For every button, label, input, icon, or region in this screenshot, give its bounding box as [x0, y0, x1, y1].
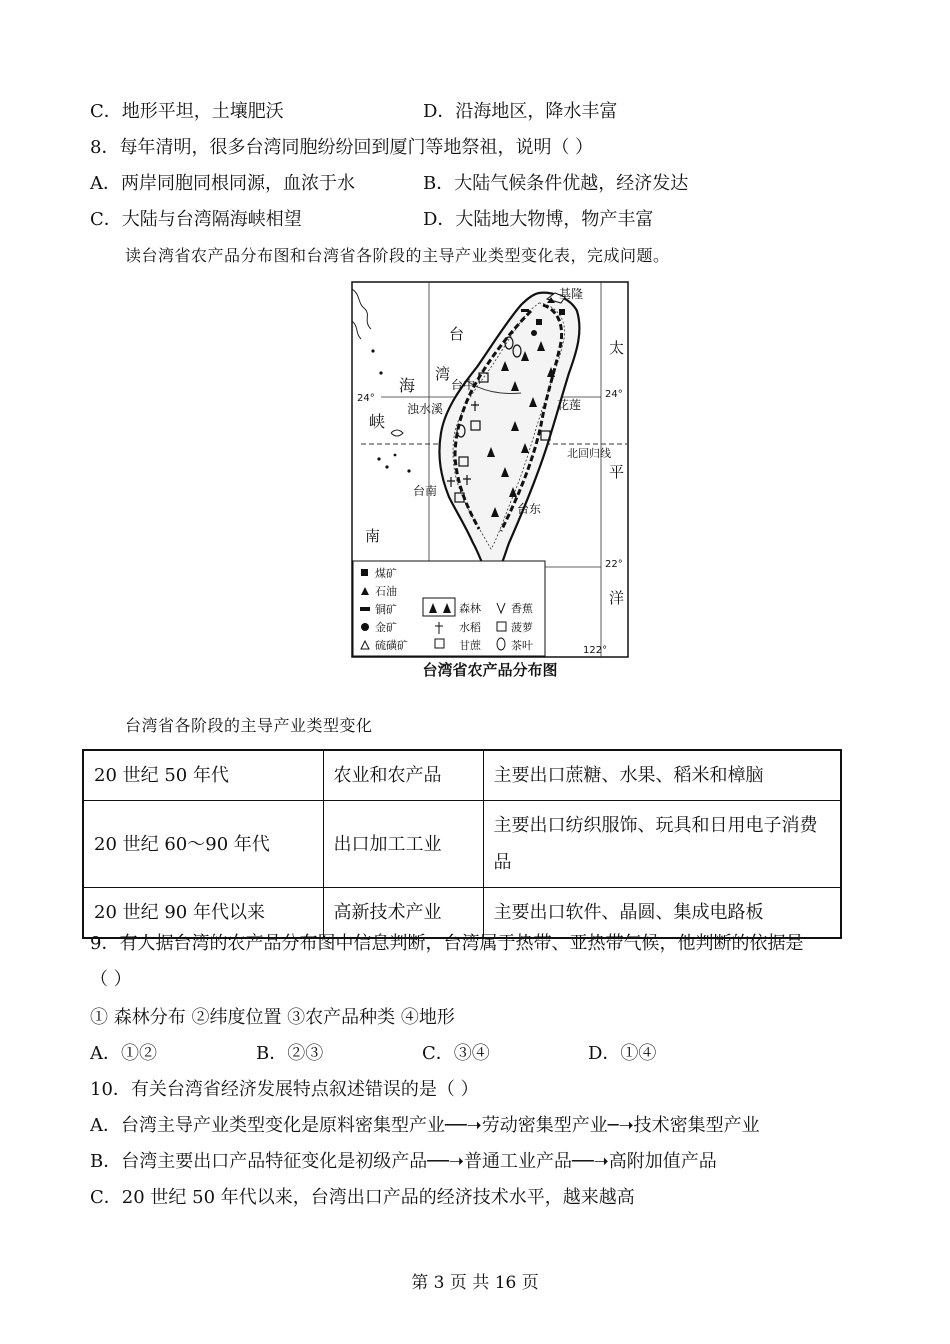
period-cell: 20 世纪 60～90 年代	[83, 801, 323, 888]
exports-cell: 主要出口纺织服饰、玩具和日用电子消费品	[483, 801, 841, 888]
q9-choices: ① 森林分布 ②纬度位置 ③农产品种类 ④地形	[90, 1007, 455, 1028]
reading-intro: 读台湾省农产品分布图和台湾省各阶段的主导产业类型变化表，完成问题。	[125, 246, 670, 265]
legend-tea: 茶叶	[511, 639, 533, 652]
table-row	[83, 750, 841, 801]
legend-copper-icon	[360, 607, 370, 611]
legend-coal-icon	[361, 569, 368, 576]
q8-option-c: C．大陆与台湾隔海峡相望	[90, 209, 302, 230]
legend-gold: 金矿	[375, 621, 397, 634]
legend-rice: 水稻	[459, 621, 481, 634]
legend-sugarcane: 甘蔗	[459, 639, 481, 652]
label-yang: 洋	[609, 589, 625, 607]
label-lat22: 22°	[605, 559, 623, 570]
table-row	[83, 888, 841, 939]
legend-gold-icon	[361, 623, 369, 631]
period-cell: 20 世纪 90 年代以来	[83, 888, 323, 939]
exports-cell: 主要出口软件、晶圆、集成电路板	[483, 888, 841, 939]
q8-option-a: A．两岸同胞同根同源，血浓于水	[90, 173, 355, 194]
coal-symbol	[559, 309, 565, 315]
period-cell: 20 世纪 50 年代	[83, 750, 323, 801]
q10-option-a: A．台湾主导产业类型变化是原料密集型产业──➝劳动密集型产业─➝技术密集型产业	[90, 1115, 760, 1136]
q9-stem-cont: （ ）	[90, 969, 132, 990]
q10-option-c: C．20 世纪 50 年代以来，台湾出口产品的经济技术水平，越来越高	[90, 1187, 635, 1208]
legend-copper: 铜矿	[375, 603, 397, 616]
label-wan: 湾	[435, 365, 451, 383]
label-tai-right: 太	[609, 339, 625, 357]
label-hualien: 花莲	[557, 398, 582, 412]
label-xia: 峡	[369, 412, 386, 431]
legend-oil: 石油	[375, 585, 397, 598]
label-nan: 南	[365, 527, 381, 545]
q7-option-d: D．沿海地区，降水丰富	[423, 101, 618, 122]
gold-symbol	[531, 330, 537, 336]
islet	[379, 371, 382, 374]
q8-stem: 8．每年清明，很多台湾同胞纷纷回到厦门等地祭祖，说明（ ）	[90, 137, 594, 158]
islet	[371, 349, 374, 352]
map-caption: 台湾省农产品分布图	[422, 661, 558, 679]
label-hai-left: 海	[399, 376, 416, 395]
label-taichung: 台中	[451, 378, 476, 392]
table-title: 台湾省各阶段的主导产业类型变化	[125, 716, 373, 735]
table-row	[83, 801, 841, 888]
q8-option-b: B．大陆气候条件优越，经济发达	[423, 173, 689, 194]
label-zhuoshui: 浊水溪	[407, 402, 444, 416]
legend-pineapple: 菠萝	[511, 621, 533, 634]
legend-coal: 煤矿	[375, 567, 397, 580]
label-keelung: 基隆	[559, 287, 584, 301]
industry-cell: 高新技术产业	[323, 888, 483, 939]
industry-stage-table	[82, 749, 842, 939]
legend-sulfur: 硫磺矿	[375, 639, 408, 652]
label-tainan: 台南	[413, 484, 438, 498]
islet	[385, 465, 388, 468]
q9-option-a: A．①②	[90, 1043, 157, 1064]
q10-stem: 10．有关台湾省经济发展特点叙述错误的是（ ）	[90, 1079, 479, 1100]
exports-cell: 主要出口蔗糖、水果、稻米和樟脑	[483, 750, 841, 801]
q9-option-b: B．②③	[256, 1043, 324, 1064]
q8-option-d: D．大陆地大物博，物产丰富	[423, 209, 654, 230]
legend-forest: 森林	[459, 602, 481, 615]
industry-cell: 农业和农产品	[323, 750, 483, 801]
q9-stem: 9．有人据台湾的农产品分布图中信息判断，台湾属于热带、亚热带气候，他判断的依据是	[90, 933, 804, 954]
islet	[407, 469, 410, 472]
label-lat24-left: 24°	[357, 393, 375, 404]
q7-option-c: C．地形平坦，土壤肥沃	[90, 101, 284, 122]
industry-cell: 出口加工工业	[323, 801, 483, 888]
label-lon122: 122°	[583, 645, 608, 656]
label-taitung: 台东	[517, 502, 542, 516]
islet	[394, 454, 397, 457]
label-tai: 台	[449, 325, 465, 343]
label-lat24-right: 24°	[605, 389, 623, 400]
page-footer: 第 3 页 共 16 页	[411, 1273, 539, 1293]
q9-option-d: D．①④	[588, 1043, 657, 1064]
coal-symbol	[536, 319, 542, 325]
taiwan-map	[351, 281, 629, 658]
islet	[377, 457, 380, 460]
q10-option-b: B．台湾主要出口产品特征变化是初级产品──➝普通工业产品──➝高附加值产品	[90, 1151, 717, 1172]
q9-option-c: C．③④	[422, 1043, 490, 1064]
legend-banana: 香蕉	[511, 602, 533, 615]
label-tropic: 北回归线	[567, 447, 611, 460]
copper-symbol	[521, 309, 529, 312]
label-ping: 平	[609, 463, 625, 481]
